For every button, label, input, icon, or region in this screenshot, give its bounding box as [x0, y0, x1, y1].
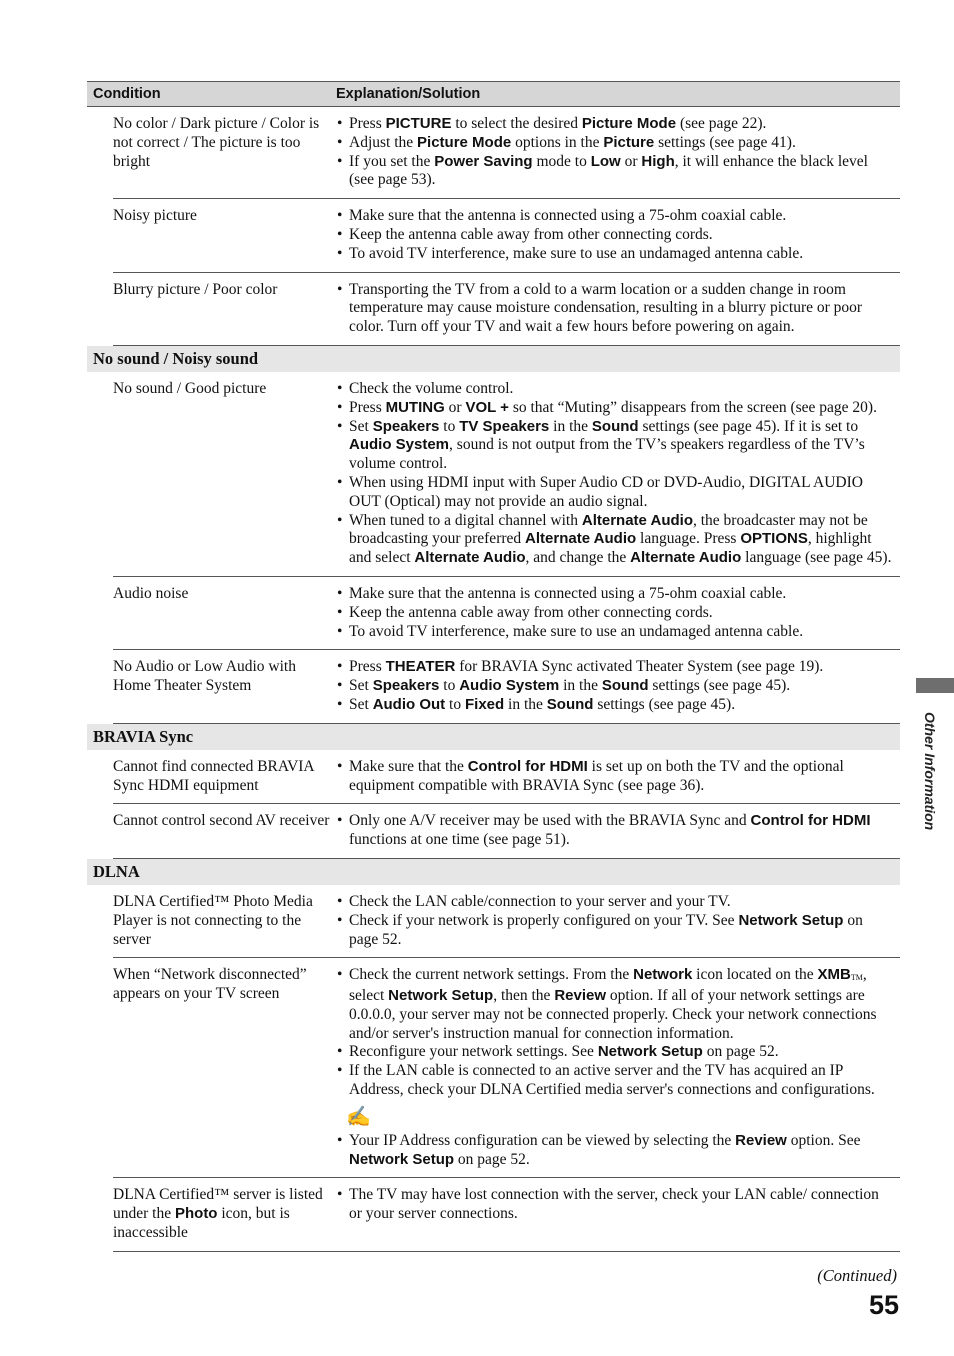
text-run: settings (see page 45).: [593, 695, 736, 713]
text-run: to: [445, 695, 465, 713]
bold-term: Network Setup: [597, 1043, 703, 1061]
solution-item: [336, 512, 894, 568]
text-run: for BRAVIA Sync activated Theater System (see page 19).: [455, 658, 824, 676]
text-run: Make sure that the antenna is connected using a 75-ohm coaxial cable.: [349, 584, 787, 602]
section-heading: No sound / Noisy sound: [87, 346, 900, 372]
solution-list: [336, 812, 894, 850]
solution-list: [336, 758, 894, 796]
text-run: , highlight and select: [349, 530, 872, 567]
text-run: Cannot find connected BRAVIA Sync HDMI equipment: [113, 757, 314, 794]
header-explanation: Explanation/Solution: [336, 86, 481, 102]
text-run: Keep the antenna cable away from other connecting cords.: [349, 225, 713, 243]
text-run: or: [444, 398, 466, 416]
bold-term: Sound: [601, 677, 649, 695]
text-run: DLNA Certified™ server is listed under the: [113, 1186, 323, 1223]
text-run: When “Network disconnected” appears on your TV screen: [113, 966, 307, 1003]
text-run: on page 52.: [349, 911, 863, 948]
text-run: on page 52.: [702, 1043, 779, 1061]
text-run: , it will enhance the black level (see page 53).: [349, 152, 868, 189]
text-run: To avoid TV interference, make sure to use an undamaged antenna cable.: [349, 622, 804, 640]
condition-cell: [113, 812, 336, 850]
solution-item: [336, 399, 894, 418]
text-run: , select: [349, 966, 867, 1005]
text-run: The TV may have lost connection with the server, check your LAN cable/ connection or your server connections.: [349, 1186, 879, 1223]
solution-item: [336, 281, 894, 337]
header-condition: Condition: [93, 86, 161, 102]
troubleshooting-table: [87, 81, 900, 1252]
text-run: Set: [349, 417, 373, 435]
table-row: [113, 107, 900, 199]
bold-term: Sound: [591, 417, 639, 435]
text-run: icon located on the: [692, 966, 818, 984]
solution-list: [336, 658, 894, 714]
text-run: settings (see page 41).: [654, 133, 796, 151]
solution-list: [336, 585, 894, 641]
text-run: If you set the: [349, 152, 435, 170]
text-run: in the: [559, 677, 602, 695]
text-run: , sound is not output from the TV’s speakers regardless of the TV’s volume control.: [349, 436, 865, 473]
bold-term: Audio Out: [372, 695, 446, 713]
condition-cell: [113, 115, 336, 190]
text-run: Press: [349, 658, 386, 676]
condition-cell: [113, 893, 336, 949]
text-run: Cannot control second AV receiver: [113, 812, 330, 830]
text-run: Reconfigure your network settings. See: [349, 1043, 598, 1061]
bold-term: Control for HDMI: [467, 757, 588, 775]
text-run: Press: [349, 398, 386, 416]
solution-item: [336, 153, 894, 191]
condition-cell: [113, 658, 336, 714]
solution-item: [336, 912, 894, 950]
text-run: to select the desired: [451, 115, 582, 132]
condition-cell: [113, 207, 336, 263]
bold-term: MUTING: [385, 398, 445, 416]
bold-term: Alternate Audio: [414, 549, 526, 567]
condition-cell: [113, 380, 336, 568]
bold-term: Network Setup: [349, 1150, 455, 1168]
solution-cell: [336, 380, 900, 568]
text-run: When using HDMI input with Super Audio CD or DVD-Audio, DIGITAL AUDIO OUT (Optical) may not provide an audio signal.: [349, 473, 863, 510]
solution-cell: [336, 585, 900, 641]
text-run: option. If all of your network settings are 0.0.0.0, your server may not be connected properly. Check your network connections and/or server's instruction manual for connection information.: [349, 987, 877, 1042]
text-run: Noisy picture: [113, 207, 197, 225]
solution-item: [336, 1186, 894, 1224]
note-item: [336, 1132, 894, 1170]
text-run: Check if your network is properly configured on your TV. See: [349, 911, 739, 929]
bold-term: VOL +: [465, 398, 509, 416]
condition-cell: [113, 758, 336, 796]
memo-icon: ✍: [346, 1105, 371, 1128]
text-run: option. See: [786, 1131, 861, 1149]
section-heading: BRAVIA Sync: [87, 724, 900, 750]
text-run: DLNA Certified™ Photo Media Player is not connecting to the server: [113, 892, 313, 948]
table-row: [113, 750, 900, 805]
text-run: If the LAN cable is connected to an active server and the TV has acquired an IP Address, check your DLNA Certified media server's connections and configurations.: [349, 1062, 875, 1099]
text-run: Set: [349, 695, 373, 713]
solution-list: [336, 1186, 894, 1224]
text-run: Your IP Address configuration can be viewed by selecting the: [349, 1131, 736, 1149]
bold-term: Network Setup: [738, 911, 844, 929]
solution-cell: [336, 1186, 900, 1242]
text-run: Set: [349, 677, 373, 695]
bold-term: Power Saving: [434, 152, 533, 170]
text-run: , the broadcaster may not be broadcasting your preferred: [349, 511, 868, 548]
solution-item: [336, 696, 894, 715]
bold-term: Speakers: [372, 677, 440, 695]
trademark-sub: TM: [850, 973, 863, 983]
continued-label: (Continued): [817, 1266, 897, 1285]
section-tab-marker: [916, 678, 954, 693]
text-run: Check the volume control.: [349, 379, 514, 397]
solution-item: [336, 812, 894, 850]
text-run: (see page 22).: [676, 115, 767, 132]
text-run: Check the LAN cable/connection to your server and your TV.: [349, 892, 731, 910]
text-run: No sound / Good picture: [113, 379, 267, 397]
bold-term: PICTURE: [385, 115, 452, 132]
solution-item: [336, 226, 894, 245]
text-run: Blurry picture / Poor color: [113, 280, 278, 298]
text-run: options in the: [511, 133, 604, 151]
text-run: language. Press: [636, 530, 741, 548]
bold-term: Review: [554, 987, 607, 1005]
table-row: [113, 372, 900, 577]
text-run: To avoid TV interference, make sure to use an undamaged antenna cable.: [349, 244, 804, 262]
bold-term: Sound: [546, 695, 594, 713]
bold-term: Review: [735, 1131, 787, 1149]
text-run: language (see page 45).: [741, 549, 892, 567]
solution-cell: [336, 115, 900, 190]
bold-term: THEATER: [385, 658, 456, 676]
bold-term: Alternate Audio: [581, 511, 693, 529]
solution-cell: [336, 966, 900, 1169]
bold-term: Control for HDMI: [750, 812, 871, 830]
text-run: Make sure that the: [349, 757, 468, 775]
text-run: settings (see page 45). If it is set to: [638, 417, 859, 435]
bold-term: OPTIONS: [740, 530, 808, 548]
text-run: When tuned to a digital channel with: [349, 511, 582, 529]
text-run: icon, but is inaccessible: [113, 1205, 290, 1242]
text-run: No color / Dark picture / Color is not correct / The picture is too bright: [113, 115, 320, 170]
text-run: Press: [349, 115, 386, 132]
solution-item: [336, 380, 894, 399]
table-body: [87, 107, 900, 1252]
text-run: Adjust the: [349, 133, 418, 151]
text-run: functions at one time (see page 51).: [349, 831, 570, 849]
bold-term: High: [641, 152, 675, 170]
solution-cell: [336, 893, 900, 949]
bold-term: Picture: [603, 133, 655, 151]
text-run: Check the current network settings. From the: [349, 966, 634, 984]
text-run: on page 52.: [454, 1150, 530, 1168]
text-run: so that “Muting” disappears from the screen (see page 20).: [508, 398, 877, 416]
note-list: [336, 1132, 894, 1170]
solution-item: [336, 1062, 894, 1100]
bold-term: Speakers: [372, 417, 440, 435]
solution-item: [336, 207, 894, 226]
text-run: Only one A/V receiver may be used with the BRAVIA Sync and: [349, 812, 751, 830]
table-row: [113, 804, 900, 859]
solution-list: [336, 281, 894, 337]
solution-item: [336, 1043, 894, 1062]
bold-term: Audio System: [459, 677, 560, 695]
text-run: Audio noise: [113, 584, 189, 602]
bold-term: TV Speakers: [459, 417, 550, 435]
table-row: [113, 1178, 900, 1251]
page-number: 55: [868, 1290, 899, 1320]
solution-cell: [336, 281, 900, 337]
solution-list: [336, 380, 894, 568]
solution-item: [336, 115, 894, 134]
solution-cell: [336, 658, 900, 714]
table-row: [113, 958, 900, 1178]
bold-term: Fixed: [464, 695, 505, 713]
bold-term: Audio System: [349, 436, 450, 454]
table-header: [87, 81, 900, 107]
text-run: , then the: [493, 987, 555, 1005]
solution-cell: [336, 207, 900, 263]
section-tab-label: Other Information: [922, 712, 938, 831]
solution-item: [336, 758, 894, 796]
text-run: settings (see page 45).: [648, 677, 791, 695]
solution-item: [336, 474, 894, 512]
solution-cell: [336, 812, 900, 850]
bold-term: Photo: [174, 1205, 218, 1223]
condition-cell: [113, 966, 336, 1169]
text-run: mode to: [532, 152, 591, 170]
condition-cell: [113, 585, 336, 641]
text-run: No Audio or Low Audio with Home Theater System: [113, 658, 296, 695]
solution-list: [336, 893, 894, 949]
bold-term: Alternate Audio: [630, 549, 742, 567]
text-run: is set up on both the TV and the optional equipment compatible with BRAVIA Sync (see page 36).: [349, 757, 844, 794]
bold-term: Picture Mode: [581, 115, 677, 132]
solution-list: [336, 115, 894, 190]
condition-cell: [113, 1186, 336, 1242]
text-run: Transporting the TV from a cold to a warm location or a sudden change in room temperature may cause moisture condensation, resulting in a blurry picture or poor color. Turn off your TV and wait a few hours before powering on again.: [349, 280, 863, 336]
bold-term: XMB: [817, 966, 851, 984]
text-run: or: [620, 152, 642, 170]
table-row: [113, 577, 900, 650]
text-run: Keep the antenna cable away from other connecting cords.: [349, 603, 713, 621]
solution-item: [336, 245, 894, 264]
bold-term: Picture Mode: [417, 133, 512, 151]
solution-item: [336, 418, 894, 474]
solution-item: [336, 585, 894, 604]
text-run: , and change the: [525, 549, 631, 567]
solution-item: [336, 966, 894, 1043]
text-run: in the: [549, 417, 592, 435]
text-run: Make sure that the antenna is connected using a 75-ohm coaxial cable.: [349, 207, 787, 225]
solution-item: [336, 893, 894, 912]
table-row: [113, 650, 900, 723]
text-run: to: [439, 677, 460, 695]
solution-list: [336, 966, 894, 1100]
condition-cell: [113, 281, 336, 337]
solution-cell: [336, 758, 900, 796]
solution-item: [336, 134, 894, 153]
solution-item: [336, 677, 894, 696]
table-row: [113, 199, 900, 272]
table-row: [113, 273, 900, 346]
solution-item: [336, 623, 894, 642]
bold-term: Network: [633, 966, 693, 984]
bold-term: Alternate Audio: [525, 530, 637, 548]
bold-term: Low: [590, 152, 621, 170]
solution-item: [336, 658, 894, 677]
text-run: in the: [504, 695, 547, 713]
section-heading: DLNA: [87, 859, 900, 885]
solution-item: [336, 604, 894, 623]
text-run: to: [439, 417, 460, 435]
bold-term: Network Setup: [388, 987, 494, 1005]
solution-list: [336, 207, 894, 263]
table-row: [113, 885, 900, 958]
